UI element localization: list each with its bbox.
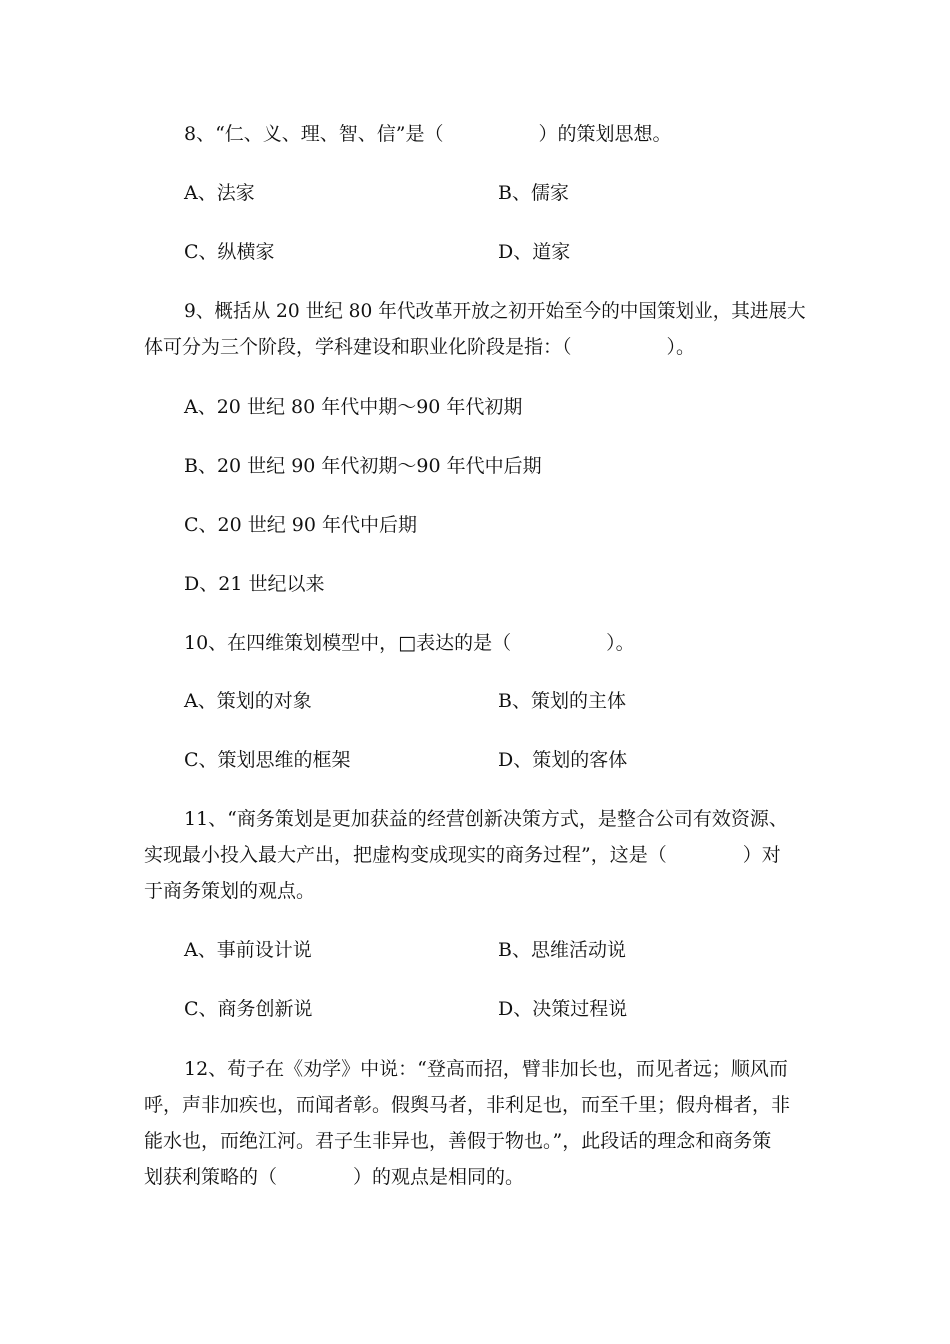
question-8-option-d: D、道家 [498,241,571,263]
question-11-option-b: B、思维活动说 [498,939,626,961]
question-9-stem-line-2: 体可分为三个阶段，学科建设和职业化阶段是指：（ ）。 [144,336,696,358]
question-11-option-c: C、商务创新说 [184,998,313,1020]
question-10-option-a: A、策划的对象 [184,690,312,712]
question-9-stem-line-1: 9、概括从 20 世纪 80 年代改革开放之初开始至今的中国策划业，其进展大 [184,300,806,322]
question-8-option-b: B、儒家 [498,182,569,204]
question-12-stem-line-3: 能水也，而绝江河。君子生非异也，善假于物也。”，此段话的理念和商务策 [144,1130,772,1152]
question-11-option-d: D、决策过程说 [498,998,628,1020]
question-12-stem-line-1: 12、荀子在《劝学》中说：“登高而招，臂非加长也，而见者远；顺风而 [184,1058,788,1080]
question-12-stem-line-4: 划获利策略的（ ）的观点是相同的。 [144,1166,525,1188]
question-10-option-c: C、策划思维的框架 [184,749,351,771]
question-10-option-d: D、策划的客体 [498,749,628,771]
question-8-option-a: A、法家 [184,182,255,204]
question-9-option-a: A、20 世纪 80 年代中期～90 年代初期 [184,396,523,418]
question-12-stem-line-2: 呼，声非加疾也，而闻者彰。假舆马者，非利足也，而至千里；假舟楫者，非 [144,1094,791,1116]
question-11-stem-line-3: 于商务策划的观点。 [144,880,316,902]
question-10-stem: 10、在四维策划模型中，□表达的是（ ）。 [184,632,635,654]
question-9-option-c: C、20 世纪 90 年代中后期 [184,514,418,536]
question-8-option-c: C、纵横家 [184,241,275,263]
question-10-option-b: B、策划的主体 [498,690,626,712]
question-11-stem-line-2: 实现最小投入最大产出，把虚构变成现实的商务过程”，这是（ ）对 [144,844,781,866]
question-8-stem: 8、“仁、义、理、智、信”是（ ）的策划思想。 [184,123,672,145]
question-11-option-a: A、事前设计说 [184,939,312,961]
question-9-option-d: D、21 世纪以来 [184,573,325,595]
question-9-option-b: B、20 世纪 90 年代初期～90 年代中后期 [184,455,542,477]
question-11-stem-line-1: 11、“商务策划是更加获益的经营创新决策方式，是整合公司有效资源、 [184,808,788,830]
